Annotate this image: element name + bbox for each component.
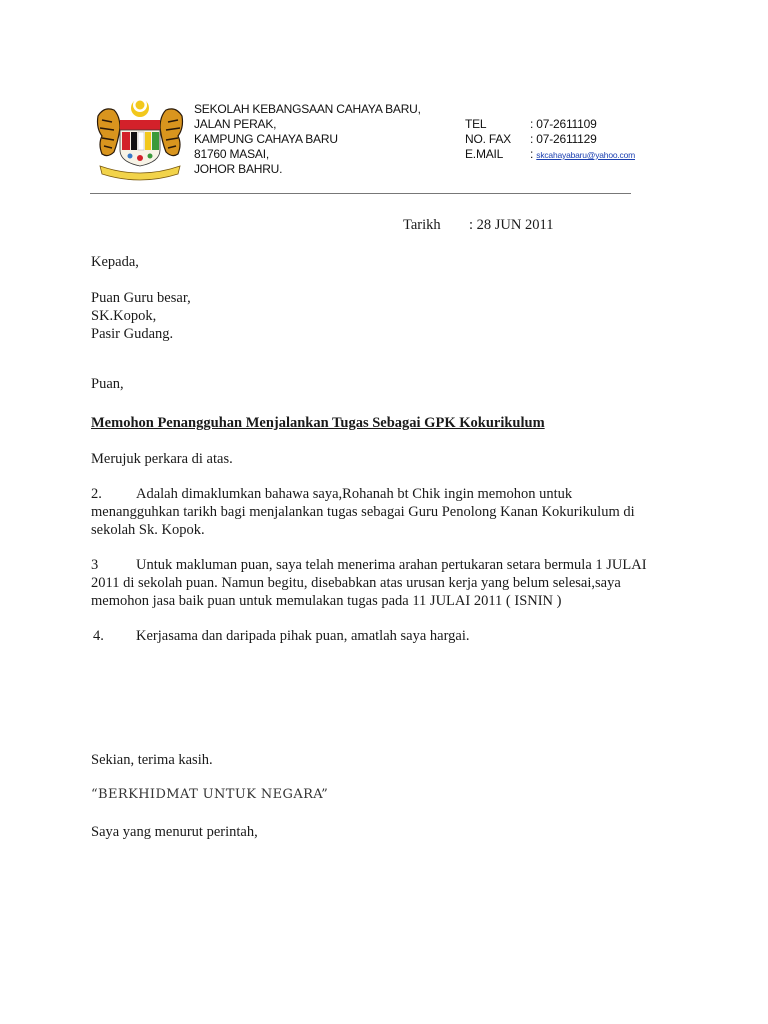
contact-block — [465, 117, 635, 163]
address-line: SEKOLAH KEBANGSAAN CAHAYA BARU, — [194, 102, 421, 116]
paragraph-number: 2. — [91, 486, 102, 502]
address-line: JALAN PERAK, — [194, 117, 277, 131]
paragraph-number: 4. — [93, 628, 104, 644]
recipient-address — [91, 289, 191, 343]
tel-value: : 07-2611109 — [530, 117, 597, 131]
closing-sign-off: Saya yang menurut perintah, — [91, 824, 258, 840]
paragraph-line: Adalah dimaklumkan bahawa saya,Rohanah bt Chik ingin memohon untuk — [136, 486, 573, 502]
letter-subject: Memohon Penangguhan Menjalankan Tugas Sebagai GPK Kokurikulum — [91, 415, 545, 431]
paragraph-4 — [93, 627, 683, 645]
recipient-line: Pasir Gudang. — [91, 326, 174, 342]
paragraph-line: sekolah Sk. Kopok. — [91, 522, 205, 538]
fax-row — [465, 132, 635, 147]
email-link[interactable]: skcahayabaru@yahoo.com — [536, 150, 636, 160]
address-line: JOHOR BAHRU. — [194, 162, 283, 176]
email-row — [465, 147, 635, 163]
paragraph-line: memohon jasa baik puan untuk memulakan tugas pada 11 JULAI 2011 ( ISNIN ) — [91, 593, 562, 609]
closing-thanks: Sekian, terima kasih. — [91, 752, 213, 768]
malaysia-coat-of-arms-icon — [90, 96, 190, 182]
fax-value: : 07-2611129 — [530, 132, 597, 146]
email-label: E.MAIL — [465, 147, 504, 161]
address-line: KAMPUNG CAHAYA BARU — [194, 132, 338, 146]
reference-line: Merujuk perkara di atas. — [91, 451, 233, 467]
paragraph-2 — [91, 485, 681, 539]
date-label: Tarikh — [403, 217, 441, 233]
school-address — [194, 102, 421, 177]
paragraph-line: 2011 di sekolah puan. Namun begitu, disebabkan atas urusan kerja yang belum selesai,saya — [91, 575, 621, 591]
tel-row — [465, 117, 635, 132]
email-colon: : — [530, 147, 537, 161]
address-line: 81760 MASAI, — [194, 147, 269, 161]
letterhead-divider — [90, 193, 631, 194]
date-value: : 28 JUN 2011 — [469, 217, 554, 233]
paragraph-line: menangguhkan tarikh bagi menjalankan tugas sebagai Guru Penolong Kanan Kokurikulum di — [91, 504, 635, 520]
closing-motto: “BERKHIDMAT UNTUK NEGARA” — [91, 787, 329, 802]
paragraph-number: 3 — [91, 557, 99, 573]
paragraph-3 — [91, 556, 681, 610]
paragraph-line: Untuk makluman puan, saya telah menerima arahan pertukaran setara bermula 1 JULAI — [136, 557, 647, 573]
fax-label: NO. FAX — [465, 132, 511, 146]
date-line — [403, 216, 553, 234]
recipient-line: Puan Guru besar, — [91, 290, 191, 306]
salutation: Puan, — [91, 376, 124, 392]
tel-label: TEL — [465, 117, 487, 131]
paragraph-line: Kerjasama dan daripada pihak puan, amatlah saya hargai. — [136, 628, 470, 644]
recipient-to-label: Kepada, — [91, 254, 139, 270]
recipient-line: SK.Kopok, — [91, 308, 157, 324]
